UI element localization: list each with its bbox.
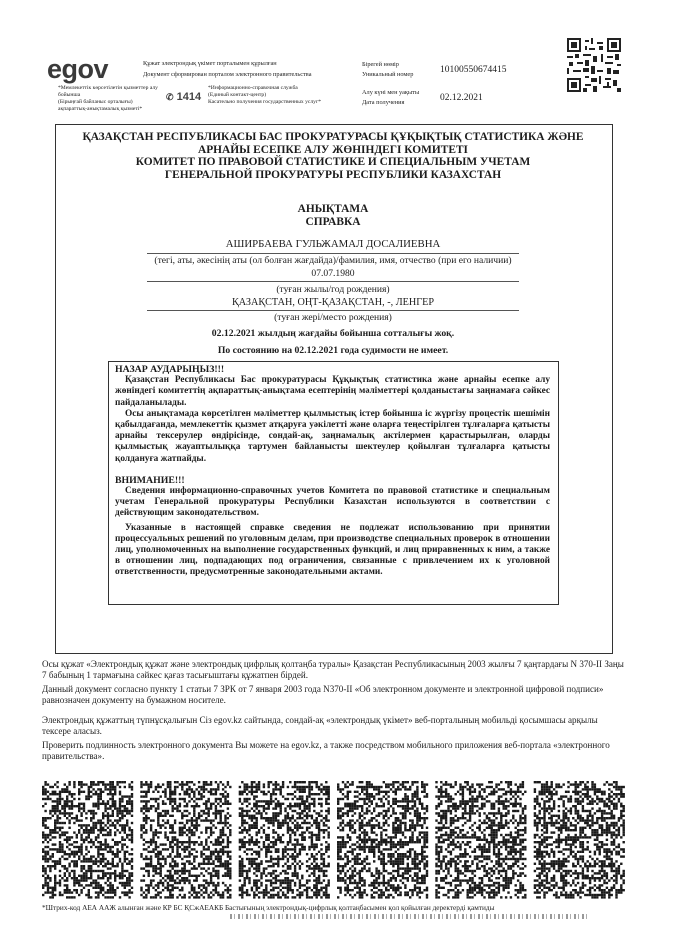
barcode-block [337,781,428,899]
unique-number: 10100550674415 [440,65,507,75]
egov-logo-text: egov [47,54,109,84]
footer-law-ru: Данный документ согласно пункту 1 статьи 7 ЗРК от 7 января 2003 года N370-II «Об электронном документе и электронной цифровой подписи» равнозначен документу на бумажном носителе. [42,684,604,705]
committee-title-ru [60,156,606,182]
status-ru: По состоянию на 02.12.2021 года судимости не имеет. [217,345,449,356]
doc-type-ru: СПРАВКА [305,216,361,228]
name-underline [147,253,519,254]
phone-block [166,91,201,103]
birth-place-underline [147,310,519,311]
cut-text-fragment [230,914,590,919]
warning-ru-paragraph-1: Сведения информационно-справочных учетов Комитета по правовой статистике и специальным учетам Генеральной прокуратуры Республики Казахстан используются в соответствии с действующим законодательством. [115,486,550,519]
barcode-block [140,781,231,899]
date-label-ru: Дата получения [362,99,405,106]
center-note-line: Касательно получения государственных услуг* [208,99,322,105]
birth-place-caption: (туған жері/место рождения) [274,312,392,323]
birth-date-underline [147,281,519,282]
barcode-block [42,781,133,899]
left-note-line: *Мемлекеттік көрсетілетін қызметтер алу бойынша [58,85,158,98]
footer-check-ru: Проверить подлинность электронного документа Вы можете на egov.kz, а также посредством мобильного приложения веб-портала «электронного правительства». [42,740,610,761]
birth-place: ҚАЗАҚСТАН, ОҢТ-ҚАЗАҚСТАН, -, ЛЕНГЕР [231,297,435,308]
warning-ru-paragraph-2: Указанные в настоящей справке сведения не подлежат использованию при принятии процессуальных решений по уголовным делам, при производстве специальных проверок в отношении лиц, уполномоченных на выполнение государственных функций, и лиц приравненных к ним, а также в отношении лиц, подпадающих под ограничения, связанные с привлечением их к уголовной ответственности, предусмотренные законодательными актами. [115,522,550,578]
title-line: ҚАЗАҚСТАН РЕСПУБЛИКАСЫ БАС ПРОКУРАТУРАСЫ ҚҰҚЫҚТЫҚ СТАТИСТИКА ЖӘНЕ [82,131,584,143]
center-note-line: *Информационно-справочная служба [208,85,298,91]
title-line: КОМИТЕТ ПО ПРАВОВОЙ СТАТИСТИКЕ И СПЕЦИАЛЬНЫМ УЧЕТАМ [135,156,531,168]
warning-content [115,364,550,579]
center-note-line: (Единый контакт-центр) [208,92,267,98]
birth-date-caption: (туған жылы/год рождения) [276,284,390,295]
footer-law-kz: Осы құжат «Электрондық құжат және электрондық цифрлық қолтаңба туралы» Қазақстан Республикасының 2003 жылғы 7 қаңтардағы N 370-II Заңы 7 бабының 1 тармағына сәйкес қағаз тасығыштағы құжатпен бірдей. [42,659,624,680]
committee-title-kz [60,131,606,157]
phone-icon: ✆ [166,92,174,102]
unique-label-ru: Уникальный номер [362,71,414,78]
left-service-note [58,85,168,113]
warning-kz-title: НАЗАР АУДАРЫҢЫЗ!!! [115,364,225,375]
portal-ru-text: Документ сформирован порталом электронного правительства [143,71,312,78]
date-label-kz: Алу күні мен уақыты [362,89,420,96]
barcode-note: *Штрих-код АЕА ААЖ алынған және КР БС ҚСжАЕАКБ Бастығының электрондық-цифрлық қолтаңбасымен қол қойылған деректерді қамтиды [42,903,495,912]
date-value: 02.12.2021 [440,93,483,103]
egov-logo [47,54,108,85]
status-kz: 02.12.2021 жылдың жағдайы бойынша сотталығы жоқ. [211,328,455,339]
title-line: АРНАЙЫ ЕСЕПКЕ АЛУ ЖӨНІНДЕГІ КОМИТЕТІ [198,144,468,156]
barcode-block [435,781,526,899]
qr-code [567,38,621,92]
name-caption: (тегі, аты, әкесінің аты (ол болған жағдайда)/фамилия, имя, отчество (при его наличии) [154,255,512,266]
warning-kz-paragraph-2: Осы анықтамада көрсетілген мәліметтер қылмыстық істер бойынша іс жүргізу процестік шешімін қабылдағанда, мемлекеттік қызмет атқаруға уәкілетті және оларға теңестірілген тұлғаларға қатысты арнайы тексерулер өндірісінде, сондай-ақ, заңнамалық актілермен қарастырылған, оларды қылмыстық жауаптылыққа тартумен байланысты шектеулер қойылған тұлғаларға қатысты қолдануға жатпайды. [115,408,550,464]
left-note-line: (Бірыңғай байланыс орталығы) [58,99,133,105]
portal-kz-text: Құжат электрондық үкімет порталымен құрылған [143,60,277,67]
digital-signature-barcode [42,781,627,899]
person-name: АШИРБАЕВА ГУЛЬЖАМАЛ ДОСАЛИЕВНА [225,238,441,250]
unique-label-kz: Бірегей нөмір [362,61,399,68]
warning-ru-title: ВНИМАНИЕ!!! [115,474,185,486]
left-note-line: ақпараттық-анықтамалық қызметі* [58,106,143,112]
warning-kz-paragraph-1: Қазақстан Республикасы Бас прокуратурасы Құқықтық статистика және арнайы есепке алу жөніндегі комитеттің ақпараттық-анықтама есептерінің мәліметтері қолданыстағы заңнамаға сәйкес пайдаланылады. [115,375,550,408]
phone-number: 1414 [176,91,202,103]
barcode-block [534,781,625,899]
birth-date: 07.07.1980 [311,268,355,279]
doc-type-kz: АНЫҚТАМА [297,203,369,215]
barcode-block [239,781,330,899]
center-service-note [208,85,348,106]
title-line: ГЕНЕРАЛЬНОЙ ПРОКУРАТУРЫ РЕСПУБЛИКИ КАЗАХСТАН [164,169,502,181]
footer-check-kz: Электрондық құжаттың түпнұсқалығын Сіз egov.kz сайтында, сондай-ақ «электрондық үкімет» веб-порталының мобильді қосымшасы арқылы тексере аласыз. [42,715,598,736]
